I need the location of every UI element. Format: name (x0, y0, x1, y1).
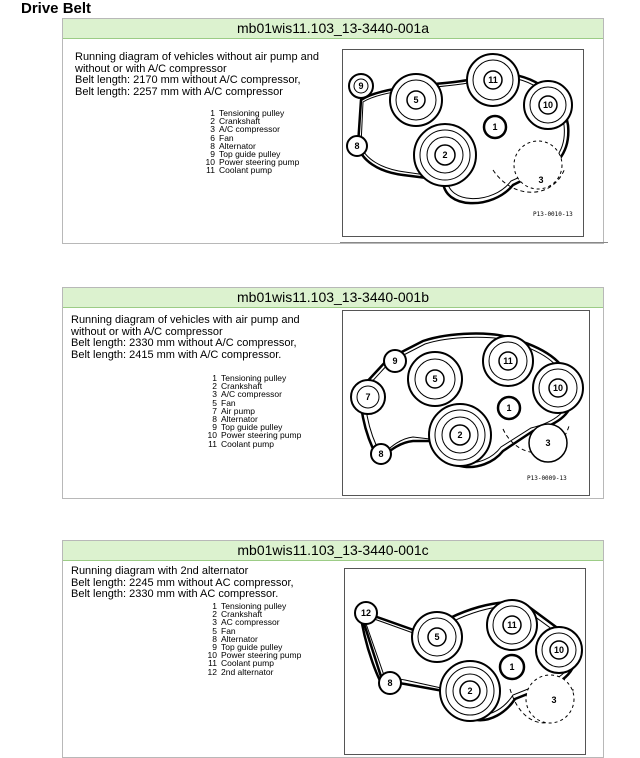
pulley-label: 5 (434, 632, 440, 642)
legend-item: 12 2nd alternator (207, 666, 274, 677)
pulley-label: 10 (542, 100, 554, 110)
desc-line: Running diagram of vehicles with air pump and (71, 314, 300, 326)
legend-item: 5 Fan (212, 625, 236, 636)
belt-diagram (344, 568, 586, 755)
figure-code: P13-0010-13 (533, 211, 573, 218)
legend-item: 8 Alternator (212, 633, 258, 644)
pulley-label: 3 (551, 695, 557, 705)
pulley-label: 3 (545, 438, 551, 448)
pulley-label: 10 (553, 645, 565, 655)
pulley-label: 10 (552, 383, 564, 393)
legend-item: 2 Crankshaft (212, 609, 263, 620)
legend-item: 10 Power steering pump (207, 430, 302, 441)
legend-item: 11 Coolant pump (208, 658, 274, 669)
desc-line: without or with A/C compressor (75, 62, 227, 75)
legend-item: 5 Fan (212, 397, 236, 408)
legend-item: 9 Top guide pulley (212, 422, 283, 433)
legend-item: 1 Tensioning pulley (210, 108, 285, 118)
section-description (71, 566, 294, 601)
pulley-label: 2 (442, 150, 448, 160)
pulley-label: 8 (354, 141, 360, 151)
figure-code: P13-0009-13 (527, 475, 567, 482)
pulley-label: 11 (503, 356, 513, 366)
pulley-label: 12 (360, 608, 372, 618)
section-description (75, 52, 319, 98)
desc-line: Running diagram of vehicles without air pump and (75, 51, 319, 63)
divider (340, 242, 608, 243)
pulley-label: 1 (492, 122, 498, 132)
section-panel-c (62, 540, 604, 758)
desc-line: Belt length: 2257 mm with A/C compressor (75, 85, 283, 98)
legend-item: 3 A/C compressor (210, 124, 280, 135)
legend-item: 7 Air pump (212, 405, 256, 416)
pulley-label: 5 (413, 95, 419, 105)
pulley-label: 9 (392, 356, 398, 366)
section-panel-b (62, 287, 604, 499)
section-header: mb01wis11.103_13-3440-001c (63, 541, 603, 561)
desc-line: Belt length: 2415 mm with A/C compressor. (71, 348, 282, 361)
desc-line: Running diagram with 2nd alternator (71, 565, 249, 577)
legend-item: 11 Coolant pump (206, 165, 272, 176)
legend-list (203, 602, 301, 676)
pulley-label: 1 (509, 662, 515, 672)
page-title: Drive Belt (21, 0, 92, 17)
legend-item: 11 Coolant pump (208, 438, 274, 449)
legend-item: 2 Crankshaft (212, 381, 263, 392)
pulley-label: 7 (365, 392, 371, 402)
pulley-label: 2 (467, 686, 473, 696)
legend-item: 8 Alternator (212, 414, 258, 425)
legend-item: 1 Tensioning pulley (212, 373, 287, 383)
desc-line: Belt length: 2330 mm without A/C compressor, (71, 337, 297, 349)
legend-list (201, 109, 299, 175)
legend-item: 3 AC compressor (212, 617, 280, 628)
pulley-label: 1 (506, 403, 512, 413)
pulley-label: 2 (457, 430, 463, 440)
pulley-label: 11 (507, 620, 517, 630)
legend-item: 10 Power steering pump (207, 650, 302, 661)
desc-line: without or with A/C compressor (71, 325, 223, 338)
legend-item: 1 Tensioning pulley (212, 601, 287, 611)
belt-diagram (342, 49, 584, 237)
section-description (71, 315, 300, 361)
desc-line: Belt length: 2245 mm without AC compressor, (71, 576, 294, 589)
legend-item: 10 Power steering pump (205, 157, 300, 168)
desc-line: Belt length: 2330 mm with AC compressor. (71, 588, 279, 600)
pulley-label: 5 (432, 374, 438, 384)
pulley-label: 8 (387, 678, 393, 688)
legend-item: 6 Fan (210, 132, 234, 143)
legend-item: 9 Top guide pulley (210, 149, 281, 160)
pulley-3 (526, 675, 574, 723)
section-header: mb01wis11.103_13-3440-001b (63, 288, 603, 308)
pulley-label: 8 (378, 449, 384, 459)
pulley-label: 9 (358, 81, 364, 91)
section-header: mb01wis11.103_13-3440-001a (63, 19, 603, 39)
legend-item: 9 Top guide pulley (212, 642, 283, 653)
legend-item: 8 Alternator (210, 140, 256, 151)
legend-list (203, 374, 301, 448)
legend-item: 3 A/C compressor (212, 389, 282, 400)
pulley-label: 3 (538, 175, 544, 185)
section-panel-a (62, 18, 604, 244)
belt-diagram (342, 310, 590, 496)
desc-line: Belt length: 2170 mm without A/C compressor, (75, 74, 301, 86)
pulley-label: 11 (488, 75, 498, 85)
legend-item: 2 Crankshaft (210, 116, 261, 127)
